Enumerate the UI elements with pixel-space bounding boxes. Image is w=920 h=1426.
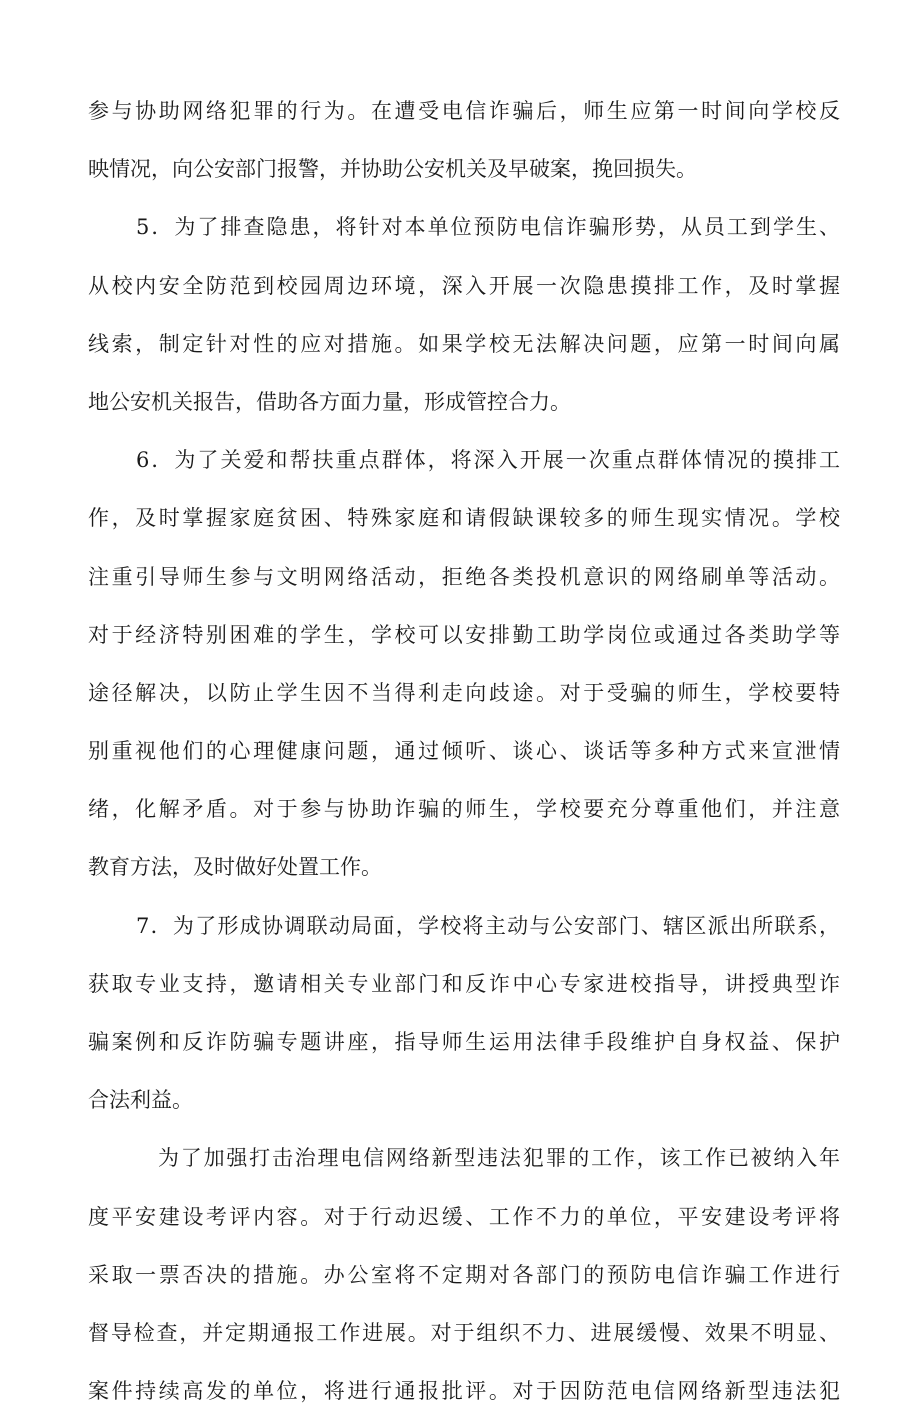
text-line: 合法利益。 xyxy=(88,1088,193,1113)
text-line: 参与协助网络犯罪的行为。在遭受电信诈骗后，师生应第一时间向学校反 xyxy=(88,99,840,123)
text-line: 地公安机关报告，借助各方面力量，形成管控合力。 xyxy=(88,389,571,414)
text-line: 作，及时掌握家庭贫困、特殊家庭和请假缺课较多的师生现实情况。学校 xyxy=(88,506,840,531)
text-line: 对于经济特别困难的学生，学校可以安排勤工助学岗位或通过各类助学等 xyxy=(88,622,840,647)
text-line: 采取一票否决的措施。办公室将不定期对各部门的预防电信诈骗工作进行 xyxy=(88,1262,840,1287)
text-line: 线索，制定针对性的应对措施。如果学校无法解决问题，应第一时间向属 xyxy=(88,331,840,356)
text-line: 映情况，向公安部门报警，并协助公安机关及早破案，挽回损失。 xyxy=(88,157,697,182)
text-line: 获取专业支持，邀请相关专业部门和反诈中心专家进校指导，讲授典型诈 xyxy=(88,971,840,996)
text-line: 5．为了排查隐患，将针对本单位预防电信诈骗形势，从员工到学生、 xyxy=(136,215,840,240)
text-line: 途径解决，以防止学生因不当得利走向歧途。对于受骗的师生，学校要特 xyxy=(88,680,840,705)
text-line: 从校内安全防范到校园周边环境，深入开展一次隐患摸排工作，及时掌握 xyxy=(88,273,840,298)
text-line: 为了加强打击治理电信网络新型违法犯罪的工作，该工作已被纳入年 xyxy=(158,1146,840,1171)
text-line: 教育方法，及时做好处置工作。 xyxy=(88,855,382,880)
text-line: 度平安建设考评内容。对于行动迟缓、工作不力的单位，平安建设考评将 xyxy=(88,1204,840,1229)
text-line: 案件持续高发的单位，将进行通报批评。对于因防范电信网络新型违法犯 xyxy=(88,1379,840,1404)
text-line: 督导检查，并定期通报工作进展。对于组织不力、进展缓慢、效果不明显、 xyxy=(88,1320,840,1345)
document-body xyxy=(88,88,840,1426)
text-line: 骗案例和反诈防骗专题讲座，指导师生运用法律手段维护自身权益、保护 xyxy=(88,1030,840,1054)
text-line: 注重引导师生参与文明网络活动，拒绝各类投机意识的网络刷单等活动。 xyxy=(88,564,840,589)
text-line: 别重视他们的心理健康问题，通过倾听、谈心、谈话等多种方式来宣泄情 xyxy=(88,739,840,764)
text-line: 6．为了关爱和帮扶重点群体，将深入开展一次重点群体情况的摸排工 xyxy=(136,448,840,473)
text-line: 7．为了形成协调联动局面，学校将主动与公安部门、辖区派出所联系， xyxy=(136,913,840,938)
text-line: 绪，化解矛盾。对于参与协助诈骗的师生，学校要充分尊重他们，并注意 xyxy=(88,797,840,822)
